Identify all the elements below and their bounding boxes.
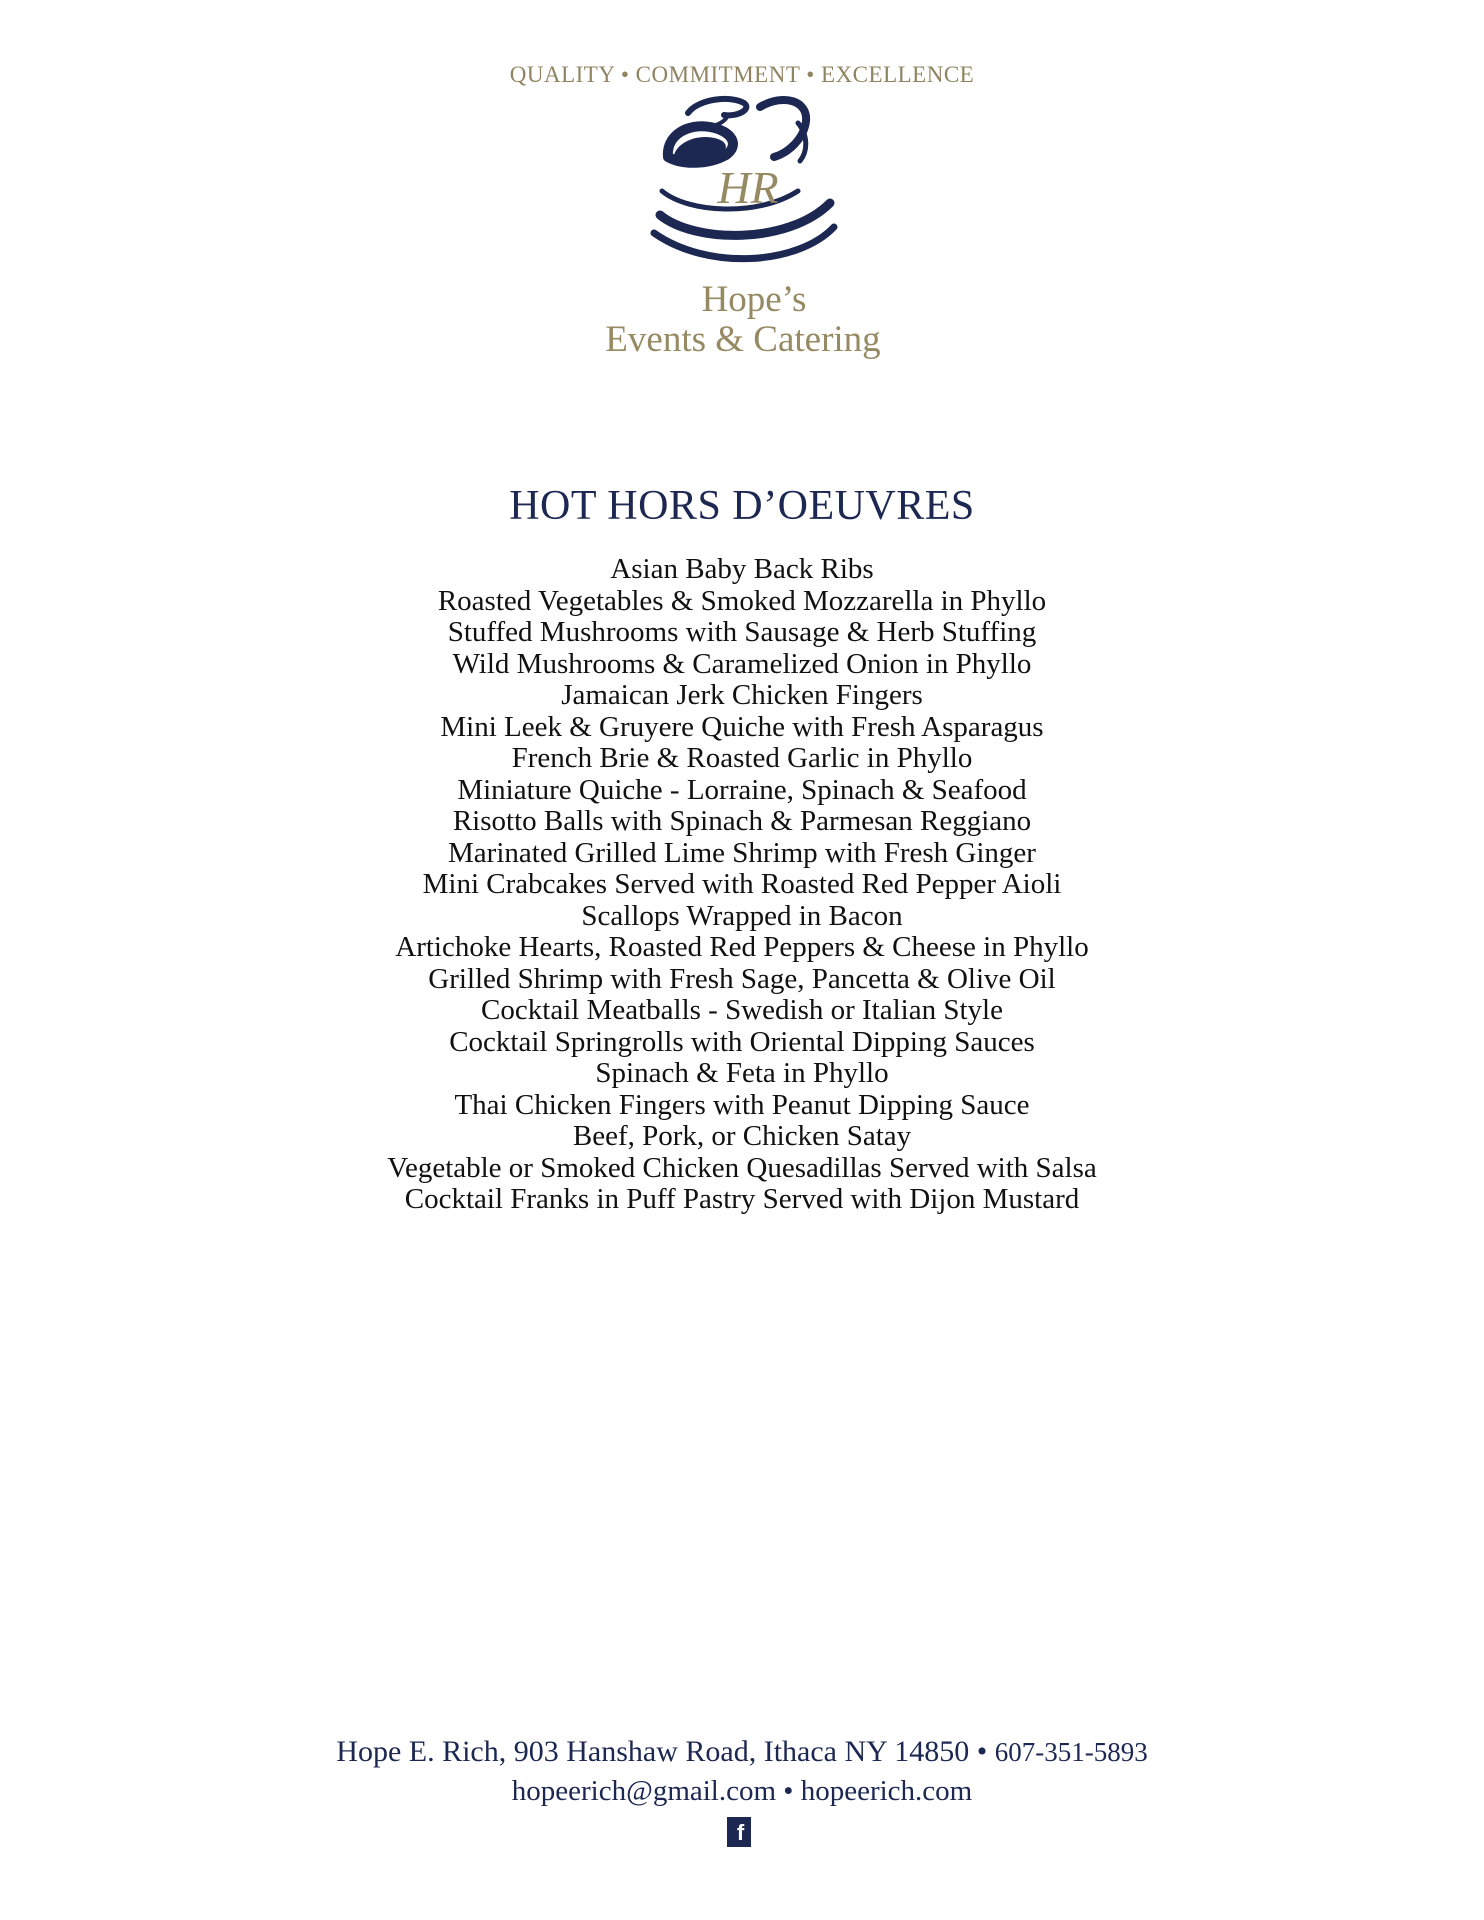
footer-website-link[interactable]: hopeerich.com (800, 1775, 973, 1807)
menu-item: Roasted Vegetables & Smoked Mozzarella in Phyllo (437, 584, 1047, 617)
menu-item: Cocktail Springrolls with Oriental Dipping Sauces (449, 1025, 1035, 1058)
footer-separator: • (783, 1775, 794, 1807)
menu-item: French Brie & Roasted Garlic in Phyllo (511, 742, 973, 774)
menu-item: Vegetable or Smoked Chicken Quesadillas Served with Salsa (387, 1151, 1097, 1184)
menu-item: Scallops Wrapped in Bacon (581, 899, 903, 932)
tagline: QUALITY • COMMITMENT • EXCELLENCE (509, 62, 975, 87)
menu-item: Spinach & Feta in Phyllo (595, 1057, 889, 1089)
menu-item: Beef, Pork, or Chicken Satay (572, 1120, 912, 1152)
menu-item: Marinated Grilled Lime Shrimp with Fresh Ginger (448, 836, 1036, 869)
catering-logo (648, 95, 848, 285)
menu-item: Jamaican Jerk Chicken Fingers (561, 679, 923, 711)
menu-item: Mini Crabcakes Served with Roasted Red Pepper Aioli (422, 868, 1062, 900)
menu-item: Artichoke Hearts, Roasted Red Peppers & Cheese in Phyllo (395, 931, 1089, 963)
menu-item: Thai Chicken Fingers with Peanut Dipping Sauce (454, 1088, 1030, 1121)
menu-item: Risotto Balls with Spinach & Parmesan Reggiano (452, 805, 1032, 837)
menu-item: Stuffed Mushrooms with Sausage & Herb Stuffing (447, 616, 1037, 648)
facebook-icon[interactable]: f (727, 1817, 751, 1847)
footer-contact-line (0, 1775, 1484, 1808)
menu-item: Miniature Quiche - Lorraine, Spinach & Seafood (457, 773, 1027, 806)
menu-item: Asian Baby Back Ribs (610, 553, 874, 585)
brand-line-1: Hope’s (701, 279, 807, 320)
menu-item: Cocktail Franks in Puff Pastry Served with Dijon Mustard (404, 1183, 1080, 1215)
footer-address-line (0, 1735, 1484, 1769)
brand-line-2: Events & Catering (605, 319, 881, 360)
menu-item: Wild Mushrooms & Caramelized Onion in Phyllo (452, 647, 1032, 680)
menu-item: Mini Leek & Gruyere Quiche with Fresh Asparagus (440, 710, 1044, 743)
menu-item: Grilled Shrimp with Fresh Sage, Pancetta & Olive Oil (428, 962, 1056, 995)
logo-monogram: HR (717, 162, 779, 213)
footer-phone[interactable]: 607-351-5893 (994, 1737, 1148, 1767)
section-title: HOT HORS D’OEUVRES (509, 483, 975, 529)
menu-item: Cocktail Meatballs - Swedish or Italian Style (481, 994, 1003, 1026)
footer-address: Hope E. Rich, 903 Hanshaw Road, Ithaca NY 14850 (336, 1735, 970, 1768)
menu-list (0, 554, 1484, 1216)
footer-email-link[interactable]: hopeerich@gmail.com (511, 1775, 777, 1807)
footer-separator: • (976, 1735, 988, 1768)
brand-name (0, 280, 1484, 360)
